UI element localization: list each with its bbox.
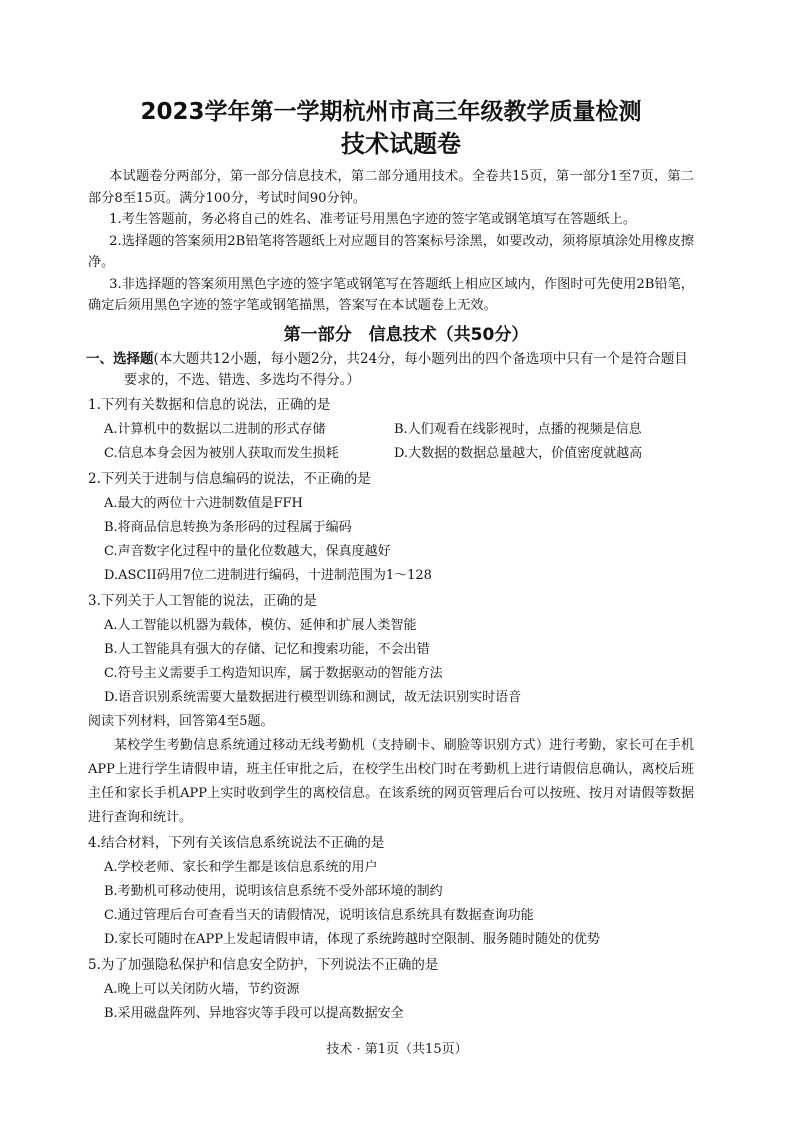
- instruction-paragraph: 1.考生答题前，务必将自己的姓名、准考证号用黑色字迹的签字笔或钢笔填写在答题纸上。: [109, 212, 637, 227]
- question-stem: 3.下列关于人工智能的说法，正确的是: [88, 592, 317, 609]
- question-2: [88, 467, 694, 588]
- instructions: [88, 166, 694, 317]
- option-b: B.采用磁盘阵列、异地容灾等手段可以提高数据安全: [104, 1005, 404, 1021]
- instruction-paragraph: 2.选择题的答案须用2B铅笔将答题纸上对应题目的答案标号涂黑，如要改动，须将原填涂处用橡皮擦净。: [88, 233, 694, 270]
- option-c: C.信息本身会因为被别人获取而发生损耗: [104, 445, 339, 461]
- section-label: 一、选择题: [86, 350, 154, 367]
- option-a: A.学校老师、家长和学生都是该信息系统的用户: [104, 859, 378, 875]
- question-4: [88, 831, 694, 952]
- option-d: D.语音识别系统需要大量数据进行模型训练和测试，故无法识别实时语音: [104, 689, 522, 705]
- material-body: 某校学生考勤信息系统通过移动无线考勤机（支持刷卡、刷脸等识别方式）进行考勤，家长可在手机APP上进行学生请假申请，班主任审批之后，在校学生出校门时在考勤机上进行请假信息确认，离校后班主任和家长手机APP上实时收到学生的离校信息。在该系统的网页管理后台可以按班、按月对请假等数据进行查询和统计。: [88, 737, 694, 825]
- instruction-paragraph: 3.非选择题的答案须用黑色字迹的签字笔或钢笔写在答题纸上相应区域内，作图时可先使用2B铅笔，确定后须用黑色字迹的签字笔或钢笔描黑，答案写在本试题卷上无效。: [88, 276, 694, 313]
- section-description: (本大题共12小题，每小题2分，共24分，每小题列出的四个备选项中只有一个是符合题目要求的，不选、错选、多选均不得分。）: [123, 350, 688, 388]
- question-stem: 1.下列有关数据和信息的说法，正确的是: [88, 396, 331, 413]
- exam-title: 2023学年第一学期杭州市高三年级教学质量检测: [140, 99, 642, 125]
- option-a: A.晚上可以关闭防火墙，节约资源: [104, 981, 300, 997]
- option-d: D.ASCII码用7位二进制进行编码，十进制范围为1～128: [104, 567, 432, 583]
- option-d: D.家长可随时在APP上发起请假申请，体现了系统跨越时空限制、服务随时随处的优势: [104, 931, 600, 947]
- option-a: A.最大的两位十六进制数值是FFH: [104, 495, 303, 511]
- option-c: C.符号主义需要手工构造知识库，属于数据驱动的智能方法: [104, 665, 443, 681]
- option-b: B.人们观看在线影视时，点播的视频是信息: [394, 421, 642, 437]
- question-5: [88, 953, 694, 1026]
- material-lead: 阅读下列材料，回答第4至5题。: [88, 713, 274, 729]
- option-c: C.声音数字化过程中的量化位数越大，保真度越好: [104, 543, 391, 559]
- reading-material: [88, 710, 694, 830]
- question-stem: 2.下列关于进制与信息编码的说法，不正确的是: [88, 470, 371, 487]
- option-b: B.考勤机可移动使用，说明该信息系统不受外部环境的制约: [104, 883, 443, 899]
- option-a: A.人工智能以机器为载体，模仿、延伸和扩展人类智能: [104, 617, 417, 633]
- question-1: [88, 393, 694, 466]
- exam-subtitle: 技术试题卷: [341, 130, 461, 158]
- part-one-title: 第一部分 信息技术（共50分）: [283, 324, 529, 345]
- instruction-paragraph: 本试题卷分两部分，第一部分信息技术，第二部分通用技术。全卷共15页，第一部分1至7页，第二部分8至15页。满分100分，考试时间90分钟。: [88, 169, 694, 206]
- option-b: B.人工智能具有强大的存储、记忆和搜索功能，不会出错: [104, 641, 430, 657]
- option-b: B.将商品信息转换为条形码的过程属于编码: [104, 519, 352, 535]
- option-a: A.计算机中的数据以二进制的形式存储: [104, 421, 326, 437]
- question-stem: 4.结合材料，下列有关该信息系统说法不正确的是: [88, 834, 385, 851]
- question-stem: 5.为了加强隐私保护和信息安全防护，下列说法不正确的是: [88, 956, 439, 973]
- option-d: D.大数据的数据总量越大，价值密度就越高: [394, 445, 643, 461]
- option-c: C.通过管理后台可查看当天的请假情况，说明该信息系统具有数据查询功能: [104, 907, 534, 923]
- page-footer: 技术 · 第1页（共15页）: [326, 1042, 468, 1057]
- question-3: [88, 589, 694, 710]
- section-heading: [86, 349, 694, 392]
